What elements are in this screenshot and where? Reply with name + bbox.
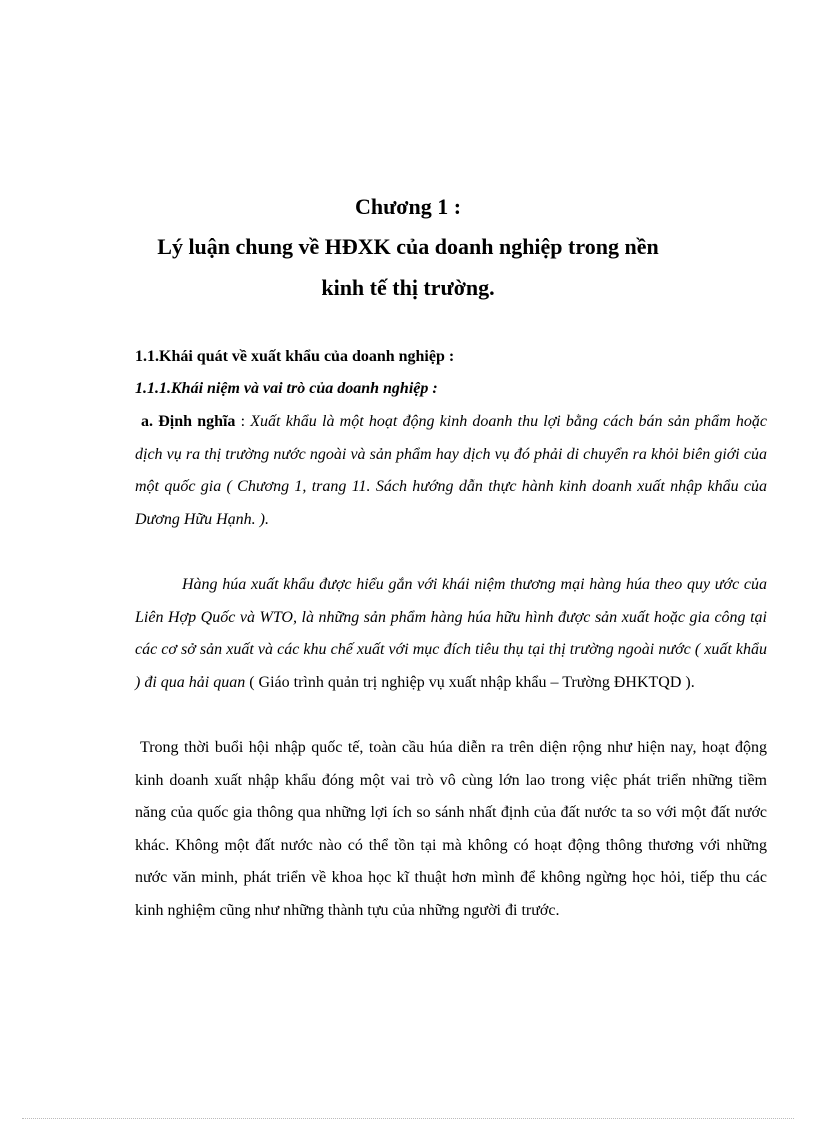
integration-paragraph: Trong thời buổi hội nhập quốc tế, toàn cầu húa diễn ra trên diện rộng như hiện nay, hoạt động kinh doanh xuất nhập khẩu đóng một vai trò vô cùng lớn lao trong việc phát triển những tiềm năng của quốc gia thông qua những lợi ích so sánh nhất định của đất nước ta so với một đất nước khác. Không một đất nước nào có thể tồn tại mà không có hoạt động thông thương với những nước văn minh, phát triển về khoa học kĩ thuật hơn mình để không ngừng học hỏi, tiếp thu các kinh nghiệm cũng như những thành tựu của những người đi trước. (135, 739, 767, 919)
definition-separator: : (235, 413, 251, 430)
goods-export-paragraph (135, 569, 767, 699)
chapter-title-line-2: kinh tế thị trường. (321, 275, 495, 300)
page-bottom-divider (22, 1118, 794, 1119)
definition-label: a. Định nghĩa (141, 413, 236, 430)
chapter-title-line-1: Lý luận chung về HĐXK của doanh nghiệp trong nền (157, 234, 659, 259)
definition-text: Xuất khẩu là một hoạt động kinh doanh thu lợi bằng cách bán sản phẩm hoặc dịch vụ ra thị trường nước ngoài và sản phẩm hay dịch vụ đó phải di chuyển ra khỏi biên giới của một quốc gia ( Chương 1, trang 11. Sách hướng dẫn thực hành kinh doanh xuất nhập khẩu của Dương Hữu Hạnh. ). (135, 413, 767, 528)
goods-export-citation: ( Giáo trình quản trị nghiệp vụ xuất nhập khẩu – Trường ĐHKTQD ). (245, 673, 695, 691)
chapter-number: Chương 1 : (354, 194, 462, 219)
section-heading: 1.1.Khái quát về xuất khẩu của doanh nghiệp : (135, 348, 455, 365)
subsection-heading: 1.1.1.Khái niệm và vai trò của doanh nghiệp : (135, 380, 438, 397)
definition-paragraph (135, 406, 767, 536)
goods-export-text: Hàng húa xuất khẩu được hiểu gắn với khái niệm thương mại hàng húa theo quy ước của Liên Hợp Quốc và WTO, là những sản phẩm hàng húa hữu hình được sản xuất hoặc gia công tại các cơ sở sản xuất và các khu chế xuất với mục đích tiêu thụ tại thị trường ngoài nước ( xuất khẩu ) đi qua hải quan (135, 576, 767, 691)
